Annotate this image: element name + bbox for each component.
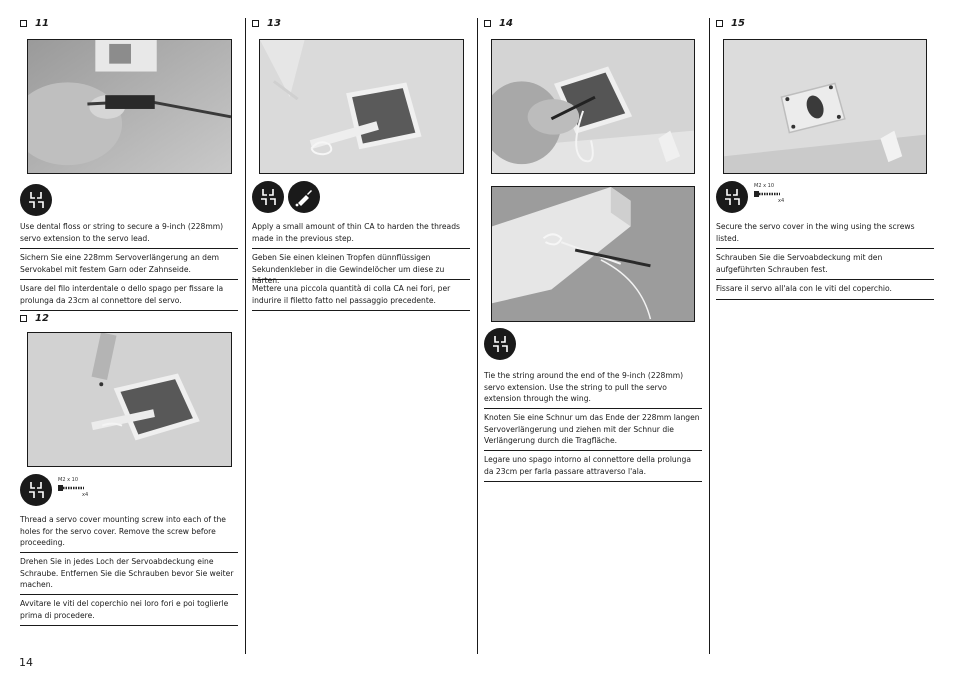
- glue-symbol-icon: [252, 181, 284, 213]
- step-15-text-en: Secure the servo cover in the wing using the screws listed.: [716, 221, 934, 249]
- glue-symbol-icon: [716, 181, 748, 213]
- step-13-heading: [252, 18, 281, 29]
- step-number: 11: [35, 18, 49, 29]
- step-14-text-en: Tie the string around the end of the 9-inch (228mm) servo extension. Use the string to pull the servo extension through the wing.: [484, 370, 702, 409]
- step-15-photo: [723, 39, 927, 174]
- column-divider: [245, 18, 246, 654]
- checkbox-icon: [716, 20, 723, 27]
- screw-size: M2 x 10: [58, 477, 78, 483]
- step-14-photo-bottom: [491, 186, 695, 322]
- step-15-text-de: Schrauben Sie die Servoabdeckung mit den aufgeführten Schrauben fest.: [716, 252, 934, 280]
- step-number: 14: [499, 18, 513, 29]
- step-11-text-en: Use dental floss or string to secure a 9-inch (228mm) servo extension to the servo lead.: [20, 221, 238, 249]
- step-number: 13: [267, 18, 281, 29]
- step-15-text-it: Fissare il servo all'ala con le viti del coperchio.: [716, 283, 934, 300]
- glue-symbol-icon: [20, 184, 52, 216]
- screw-spec: [58, 477, 98, 501]
- step-14-text-it: Legare uno spago intorno al connettore della prolunga da 23cm per farla passare attraverso l'ala.: [484, 454, 702, 482]
- checkbox-icon: [20, 315, 27, 322]
- screw-size: M2 x 10: [754, 183, 774, 189]
- column-divider: [477, 18, 478, 654]
- step-13-text-en: Apply a small amount of thin CA to harden the threads made in the previous step.: [252, 221, 470, 249]
- step-12-photo: [27, 332, 232, 467]
- page-number: 14: [19, 656, 33, 669]
- step-12-heading: [20, 313, 49, 324]
- ca-glue-bottle-icon: [288, 181, 320, 213]
- step-11-heading: [20, 18, 49, 29]
- screw-spec: [754, 183, 794, 207]
- checkbox-icon: [484, 20, 491, 27]
- column-divider: [709, 18, 710, 654]
- step-14-photo-top: [491, 39, 695, 174]
- screw-icon: [58, 484, 86, 492]
- step-13-photo: [259, 39, 464, 174]
- step-13-text-de: Geben Sie einen kleinen Tropfen dünnflüssigen Sekundenkleber in die Gewindelöcher um diese zu härten.: [252, 252, 470, 280]
- step-14-text-de: Knoten Sie eine Schnur um das Ende der 228mm langen Servoverlängerung und ziehen mit der Schnur die Verlängerung durch die Tragfläche.: [484, 412, 702, 451]
- glue-symbol-icon: [484, 328, 516, 360]
- step-13-text-it: Mettere una piccola quantità di colla CA nei fori, per indurire il filetto fatto nel passaggio precedente.: [252, 283, 470, 311]
- screw-qty: x4: [778, 198, 785, 204]
- step-11-text-it: Usare del filo interdentale o dello spago per fissare la prolunga da 23cm al connettore del servo.: [20, 283, 238, 311]
- step-11-text-de: Sichern Sie eine 228mm Servoverlängerung an dem Servokabel mit festem Garn oder Zahnseide.: [20, 252, 238, 280]
- step-12-text-en: Thread a servo cover mounting screw into each of the holes for the servo cover. Remove the screw before proceeding.: [20, 514, 238, 553]
- glue-symbol-icon: [20, 474, 52, 506]
- step-12-text-de: Drehen Sie in jedes Loch der Servoabdeckung eine Schraube. Entfernen Sie die Schrauben bevor Sie weiter machen.: [20, 556, 238, 595]
- screw-qty: x4: [82, 492, 89, 498]
- step-14-heading: [484, 18, 513, 29]
- step-number: 15: [731, 18, 745, 29]
- step-11-photo: [27, 39, 232, 174]
- checkbox-icon: [20, 20, 27, 27]
- step-number: 12: [35, 313, 49, 324]
- checkbox-icon: [252, 20, 259, 27]
- screw-icon: [754, 190, 782, 198]
- step-12-text-it: Avvitare le viti del coperchio nei loro fori e poi toglierle prima di procedere.: [20, 598, 238, 626]
- step-15-heading: [716, 18, 745, 29]
